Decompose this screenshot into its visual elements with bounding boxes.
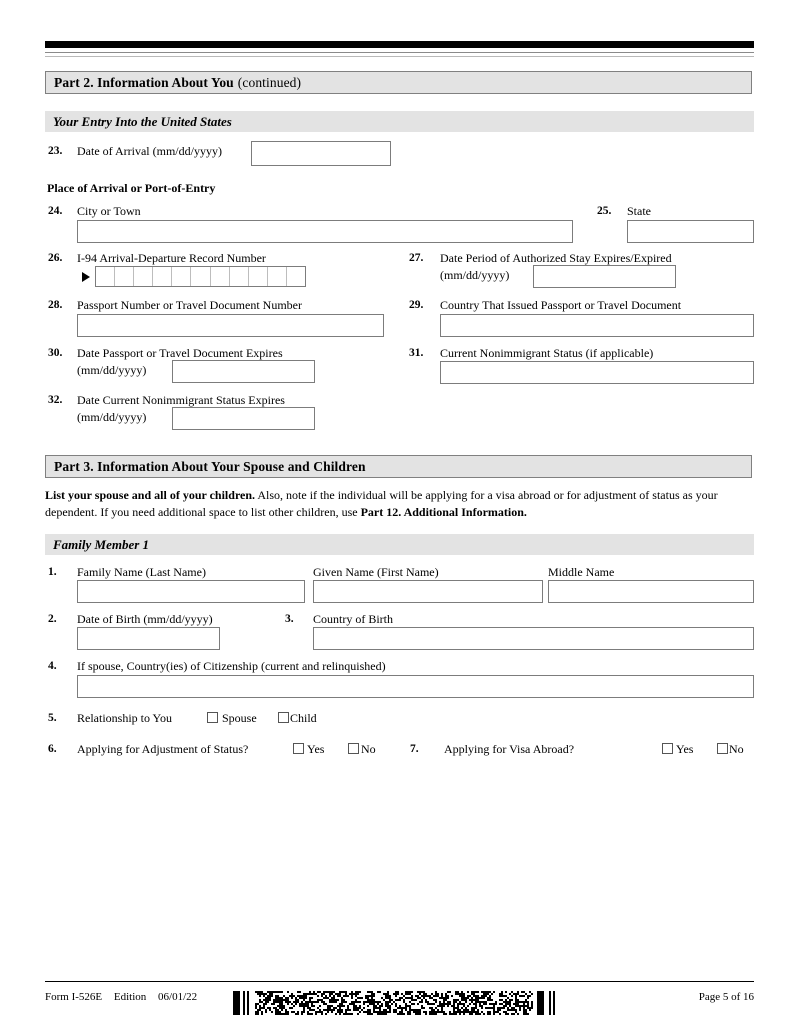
fm1-relationship-spouse-checkbox[interactable] xyxy=(207,712,218,723)
fm1-adjustment-yes-label: Yes xyxy=(307,742,325,756)
i94-cell[interactable] xyxy=(134,267,153,286)
top-rule-thin-2 xyxy=(45,56,754,57)
fm1-adjustment-yes-checkbox[interactable] xyxy=(293,743,304,754)
q29-number: 29. xyxy=(409,299,424,311)
q30-number: 30. xyxy=(48,347,63,359)
i94-cell[interactable] xyxy=(191,267,210,286)
fm1-q6-number: 6. xyxy=(48,743,57,755)
q29-label: Country That Issued Passport or Travel Document xyxy=(440,298,682,312)
fm1-date-of-birth-input[interactable] xyxy=(77,627,220,650)
fm1-q4-label: If spouse, Country(ies) of Citizenship (current and relinquished) xyxy=(77,659,386,673)
q27-label-format: (mm/dd/yyyy) xyxy=(440,268,510,282)
q32-label-format: (mm/dd/yyyy) xyxy=(77,410,147,424)
part2-subsection-header xyxy=(45,111,754,132)
q28-label: Passport Number or Travel Document Number xyxy=(77,298,302,312)
q25-label: State xyxy=(627,204,651,218)
q24-city-or-town-input[interactable] xyxy=(77,220,573,243)
i94-cell[interactable] xyxy=(287,267,305,286)
part2-header xyxy=(45,71,752,94)
fm1-visa-abroad-yes-label: Yes xyxy=(676,742,694,756)
fm1-country-of-birth-input[interactable] xyxy=(313,627,754,650)
q27-date-input[interactable] xyxy=(533,265,676,288)
fm1-visa-abroad-yes-checkbox[interactable] xyxy=(662,743,673,754)
fm1-visa-abroad-no-label: No xyxy=(729,742,744,756)
q24-label: City or Town xyxy=(77,204,141,218)
fm1-visa-abroad-no-checkbox[interactable] xyxy=(717,743,728,754)
q30-label-format: (mm/dd/yyyy) xyxy=(77,363,147,377)
i94-cell[interactable] xyxy=(268,267,287,286)
fm1-adjustment-no-checkbox[interactable] xyxy=(348,743,359,754)
fm1-q2-number: 2. xyxy=(48,613,57,625)
q23-number: 23. xyxy=(48,145,63,157)
q24-number: 24. xyxy=(48,205,63,217)
footer-page-number: Page 5 of 16 xyxy=(698,991,754,1003)
datamatrix-barcode xyxy=(233,989,573,1017)
q31-number: 31. xyxy=(409,347,424,359)
top-rule-thin-1 xyxy=(45,52,754,53)
q28-passport-number-input[interactable] xyxy=(77,314,384,337)
fm1-family-name-input[interactable] xyxy=(77,580,305,603)
fm1-q2-label: Date of Birth (mm/dd/yyyy) xyxy=(77,612,213,626)
part3-instructions-body: Also, note if the individual will be applying for a visa abroad or for adjustment of status as your dependent. If you need additional space to list other children, use xyxy=(45,488,718,519)
q25-number: 25. xyxy=(597,205,612,217)
pointer-arrow-icon xyxy=(82,272,90,282)
q32-date-input[interactable] xyxy=(172,407,315,430)
i94-cell[interactable] xyxy=(96,267,115,286)
footer-form-number: Form I-526E xyxy=(45,991,103,1003)
fm1-given-name-input[interactable] xyxy=(313,580,543,603)
fm1-q4-number: 4. xyxy=(48,660,57,672)
fm1-q3-number: 3. xyxy=(285,613,294,625)
q26-number: 26. xyxy=(48,252,63,264)
fm1-q1-family-name-label: Family Name (Last Name) xyxy=(77,565,206,579)
part3-instructions-lead: List your spouse and all of your children. xyxy=(45,488,256,502)
i94-cell[interactable] xyxy=(211,267,230,286)
fm1-q6-label: Applying for Adjustment of Status? xyxy=(77,742,249,756)
i94-cell[interactable] xyxy=(249,267,268,286)
fm1-relationship-child-checkbox[interactable] xyxy=(278,712,289,723)
fm1-q5-number: 5. xyxy=(48,712,57,724)
part3-header-title: Part 3. Information About Your Spouse and Children xyxy=(54,458,366,474)
footer-rule xyxy=(45,981,754,982)
q23-date-of-arrival-input[interactable] xyxy=(251,141,391,166)
q31-label: Current Nonimmigrant Status (if applicable) xyxy=(440,346,654,360)
part3-subsection-header xyxy=(45,534,754,555)
part2-header-title: Part 2. Information About You xyxy=(54,74,234,90)
part2-header-continued: (continued) xyxy=(237,74,302,90)
place-of-arrival-heading: Place of Arrival or Port-of-Entry xyxy=(47,181,216,195)
fm1-q1-middle-name-label: Middle Name xyxy=(548,565,615,579)
fm1-q1-number: 1. xyxy=(48,566,57,578)
i94-cell[interactable] xyxy=(153,267,172,286)
fm1-q1-given-name-label: Given Name (First Name) xyxy=(313,565,439,579)
fm1-citizenship-input[interactable] xyxy=(77,675,754,698)
q31-current-status-input[interactable] xyxy=(440,361,754,384)
q32-number: 32. xyxy=(48,394,63,406)
q29-country-issued-input[interactable] xyxy=(440,314,754,337)
fm1-q7-label: Applying for Visa Abroad? xyxy=(444,742,575,756)
q28-number: 28. xyxy=(48,299,63,311)
q26-i94-number-input[interactable] xyxy=(95,266,306,287)
fm1-q3-label: Country of Birth xyxy=(313,612,393,626)
fm1-middle-name-input[interactable] xyxy=(548,580,754,603)
footer-edition-date: 06/01/22 xyxy=(158,991,198,1003)
i94-cell[interactable] xyxy=(172,267,191,286)
i94-cell[interactable] xyxy=(230,267,249,286)
fm1-q7-number: 7. xyxy=(410,743,419,755)
part2-subsection-title: Your Entry Into the United States xyxy=(53,113,232,129)
q30-date-input[interactable] xyxy=(172,360,315,383)
i94-cell[interactable] xyxy=(115,267,134,286)
q32-label: Date Current Nonimmigrant Status Expires xyxy=(77,393,285,407)
fm1-relationship-spouse-label: Spouse xyxy=(222,711,257,725)
top-rule-thick xyxy=(45,41,754,48)
fm1-relationship-child-label: Child xyxy=(290,711,317,725)
part3-subsection-title: Family Member 1 xyxy=(53,536,150,552)
q23-label: Date of Arrival (mm/dd/yyyy) xyxy=(77,144,222,158)
q27-number: 27. xyxy=(409,252,424,264)
footer-form-info xyxy=(45,991,206,1003)
q25-state-input[interactable] xyxy=(627,220,754,243)
part3-header xyxy=(45,455,752,478)
fm1-adjustment-no-label: No xyxy=(361,742,376,756)
q26-label: I-94 Arrival-Departure Record Number xyxy=(77,251,266,265)
fm1-q5-label: Relationship to You xyxy=(77,711,173,725)
q27-label: Date Period of Authorized Stay Expires/Expired xyxy=(440,251,672,265)
footer-edition-label: Edition xyxy=(113,991,147,1003)
q30-label: Date Passport or Travel Document Expires xyxy=(77,346,283,360)
part3-instructions-emphasis: Part 12. Additional Information. xyxy=(360,504,527,519)
part3-instructions xyxy=(45,487,754,520)
